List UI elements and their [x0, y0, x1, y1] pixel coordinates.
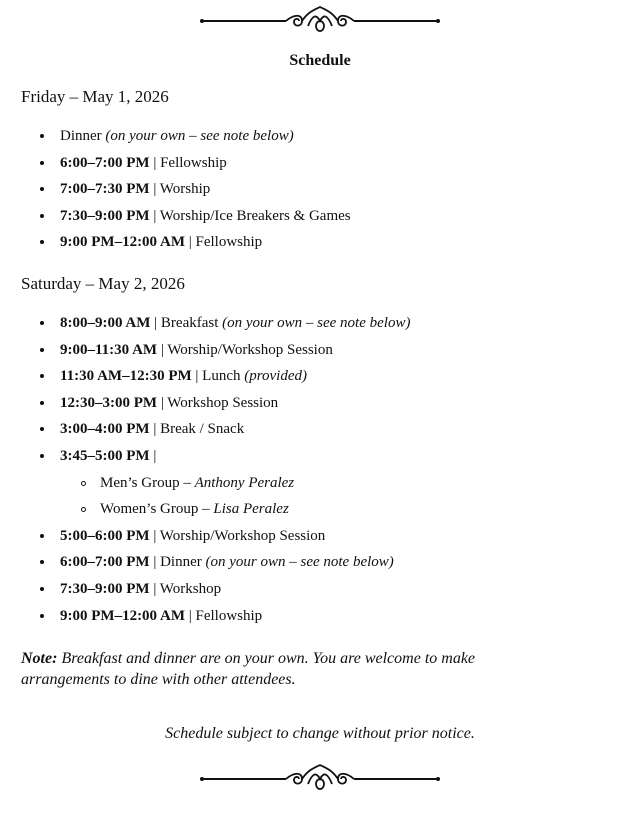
- sub-list-item-mens-group: Men’s Group – Anthony Peralez: [0, 473, 410, 500]
- list-item: 3:45–5:00 PM |: [0, 446, 410, 473]
- list-item: 5:00–6:00 PM | Worship/Workshop Session: [0, 526, 410, 553]
- list-item: 6:00–7:00 PM | Dinner (on your own – see note below): [0, 552, 410, 579]
- list-item: 3:00–4:00 PM | Break / Snack: [0, 419, 410, 446]
- list-item: Dinner (on your own – see note below): [0, 126, 351, 153]
- saturday-schedule-list: [0, 313, 410, 632]
- sub-list-item-womens-group: Women’s Group – Lisa Peralez: [0, 499, 410, 526]
- list-item: 7:30–9:00 PM | Worship/Ice Breakers & Games: [0, 206, 351, 233]
- note-paragraph: [21, 648, 541, 690]
- list-item: 9:00 PM–12:00 AM | Fellowship: [0, 606, 410, 633]
- list-item: 12:30–3:00 PM | Workshop Session: [0, 393, 410, 420]
- schedule-disclaimer: Schedule subject to change without prior notice.: [165, 725, 475, 742]
- note-text: Breakfast and dinner are on your own. You are welcome to make arrangements to dine with other attendees.: [21, 650, 476, 688]
- list-item: 9:00 PM–12:00 AM | Fellowship: [0, 232, 351, 259]
- friday-heading: Friday – May 1, 2026: [21, 87, 169, 106]
- list-item: 6:00–7:00 PM | Fellowship: [0, 153, 351, 180]
- list-item: 11:30 AM–12:30 PM | Lunch (provided): [0, 366, 410, 393]
- decorative-flourish-top: [198, 4, 442, 34]
- page-title: Schedule: [289, 52, 351, 69]
- note-label: Note:: [21, 650, 58, 667]
- decorative-flourish-bottom: [198, 762, 442, 792]
- list-item: 7:30–9:00 PM | Workshop: [0, 579, 410, 606]
- friday-schedule-list: [0, 126, 351, 259]
- list-item: 7:00–7:30 PM | Worship: [0, 179, 351, 206]
- list-item: 9:00–11:30 AM | Worship/Workshop Session: [0, 340, 410, 367]
- list-item: 8:00–9:00 AM | Breakfast (on your own – see note below): [0, 313, 410, 340]
- saturday-heading: Saturday – May 2, 2026: [21, 274, 185, 293]
